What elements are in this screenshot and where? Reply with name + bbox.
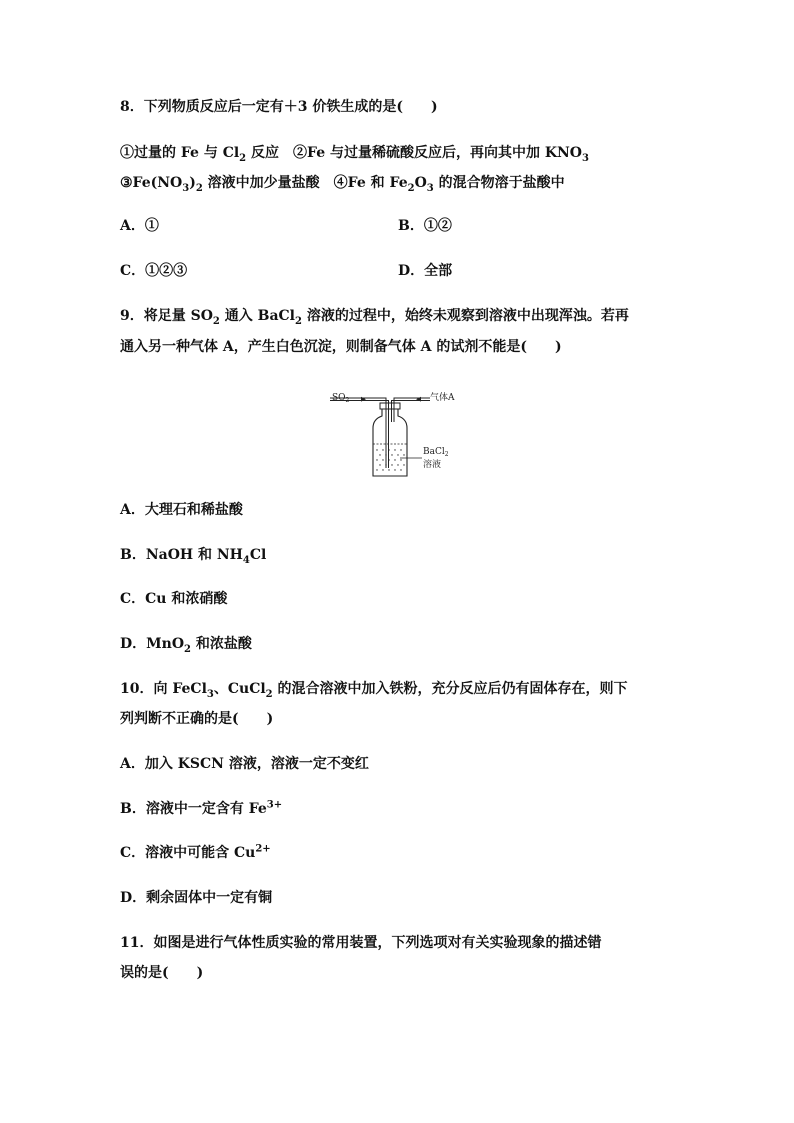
q9-stem-line2: 通入另一种气体 A，产生白色沉淀，则制备气体 A 的试剂不能是( ) [120,339,562,355]
q11-stem-line2: 误的是( ) [120,965,204,981]
q8-items-line2: $③Fe(NO_3)_2$ 溶液中加少量盐酸 ④Fe 和 $Fe_2O_3$ 的混合物溶于盐酸中 [120,175,565,194]
so2-label: $SO_2$ [332,393,350,404]
gas-a-label: 气体A [430,393,455,403]
q8-items-line1: ①过量的 Fe 与 $Cl_2$ 反应 ②Fe 与过量稀硫酸反应后，再向其中加 $KNO_3$ [120,145,589,164]
q10-option-c: C．溶液中可能含 $Cu^{2+}$ [120,843,271,861]
bacl2-label: BaCl$_2$ [423,447,449,458]
q9-stem-line1: 9．将足量 $SO_2$ 通入 BaCl$_2$ 溶液的过程中，始终未观察到溶液中出现浑浊。若再 [120,308,629,327]
q11-stem-line1: 11．如图是进行气体性质实验的常用装置，下列选项对有关实验现象的描述错 [120,935,602,951]
q10-option-a: A．加入 KSCN 溶液，溶液一定不变红 [120,756,369,772]
solution-liquid [373,444,407,476]
q8-option-b: B．①② [398,218,452,234]
q9-option-d: D．MnO$_2$ 和浓盐酸 [120,636,252,655]
stopper [380,403,400,409]
q9-option-a: A．大理石和稀盐酸 [120,502,243,518]
solution-label: 溶液 [423,460,442,470]
gas-washing-bottle-figure [330,386,480,482]
q8-stem: 8．下列物质反应后一定有＋3 价铁生成的是( ) [120,99,438,115]
q8-option-a: A．① [120,218,159,234]
q8-option-c: C．①②③ [120,263,188,279]
q10-stem-line2: 列判断不正确的是( ) [120,711,274,727]
q9-option-c: C．Cu 和浓硝酸 [120,591,228,607]
q8-option-d: D．全部 [398,263,453,279]
inlet-tube-gas-a [394,398,430,422]
q10-stem-line1: 10．向 FeCl$_3$、CuCl$_2$ 的混合溶液中加入铁粉，充分反应后仍有固体存在，则下 [120,681,628,700]
q10-option-b: B．溶液中一定含有 $Fe^{3+}$ [120,799,283,817]
q9-option-b: B．NaOH 和 $NH_4Cl$ [120,547,267,566]
q10-option-d: D．剩余固体中一定有铜 [120,890,273,906]
